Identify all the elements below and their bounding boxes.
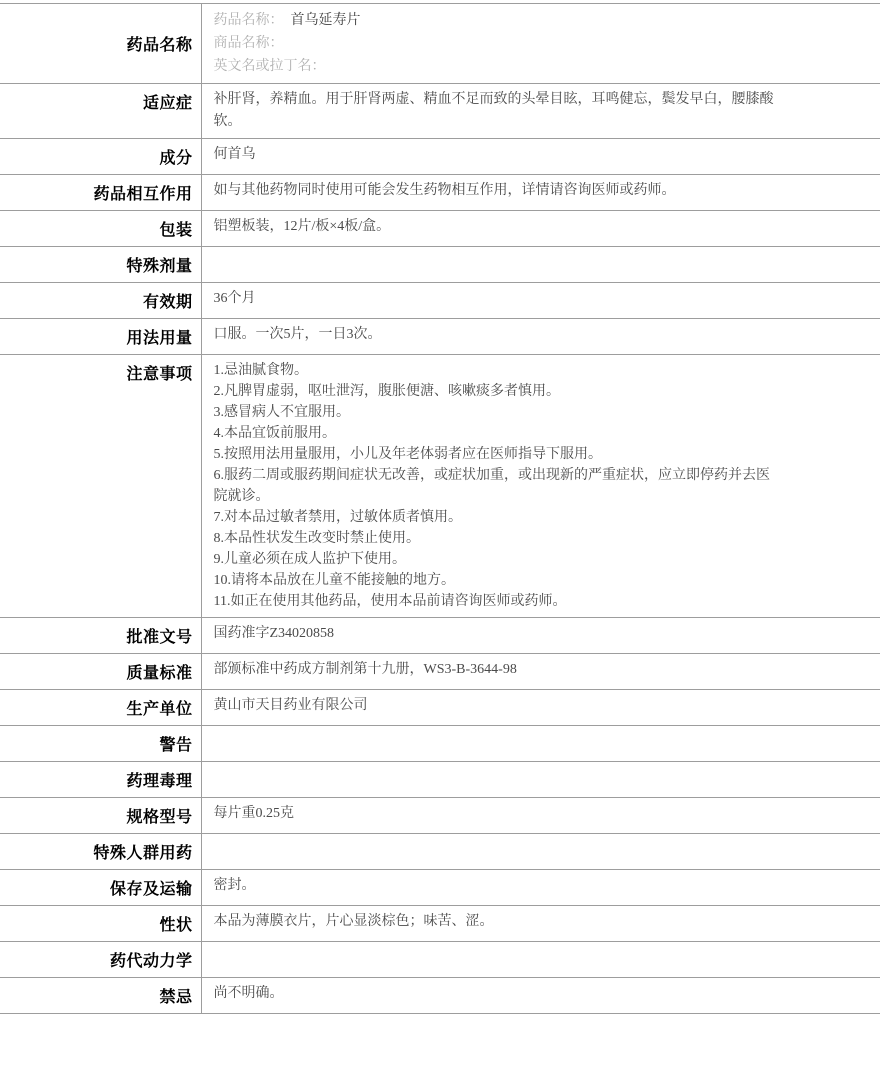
row-value-text bbox=[214, 360, 776, 612]
row-label: 药品相互作用 bbox=[0, 175, 201, 211]
row-label: 药理毒理 bbox=[0, 762, 201, 798]
row-value bbox=[201, 84, 880, 139]
row-value bbox=[201, 4, 880, 84]
notice-line: 6.服药二周或服药期间症状无改善，或症状加重，或出现新的严重症状，应立即停药并去医院就诊。 bbox=[213, 468, 770, 504]
table-row bbox=[0, 355, 880, 618]
table-row bbox=[0, 762, 880, 798]
notice-line: 2.凡脾胃虚弱，呕吐泄泻，腹胀便溏、咳嗽痰多者慎用。 bbox=[213, 384, 560, 399]
trade-name-field bbox=[214, 32, 776, 55]
row-value bbox=[201, 942, 880, 978]
notice-line: 11.如正在使用其他药品，使用本品前请咨询医师或药师。 bbox=[213, 594, 567, 609]
table-row bbox=[0, 139, 880, 175]
row-label: 生产单位 bbox=[0, 690, 201, 726]
notice-line: 8.本品性状发生改变时禁止使用。 bbox=[213, 531, 420, 546]
table-row bbox=[0, 834, 880, 870]
row-value bbox=[201, 175, 880, 211]
row-label: 注意事项 bbox=[0, 355, 201, 618]
row-value-text: 本品为薄膜衣片，片心显淡棕色；味苦、涩。 bbox=[213, 914, 494, 929]
row-label: 药品名称 bbox=[0, 4, 201, 84]
table-row bbox=[0, 690, 880, 726]
row-value-text: 何首乌 bbox=[213, 147, 256, 162]
row-value bbox=[201, 798, 880, 834]
row-label: 规格型号 bbox=[0, 798, 201, 834]
drug-info-table bbox=[0, 3, 880, 1014]
row-label: 适应症 bbox=[0, 84, 201, 139]
table-row bbox=[0, 283, 880, 319]
notice-line: 10.请将本品放在儿童不能接触的地方。 bbox=[213, 573, 455, 588]
notice-line: 4.本品宜饭前服用。 bbox=[213, 426, 336, 441]
row-value-text: 补肝肾，养精血。用于肝肾两虚、精血不足而致的头晕目眩，耳鸣健忘，鬓发早白，腰膝酸软。 bbox=[213, 92, 774, 129]
field-prefix: 药品名称： bbox=[213, 13, 284, 28]
table-row bbox=[0, 175, 880, 211]
row-value bbox=[201, 355, 880, 618]
row-value-text: 铝塑板装，12片/板×4板/盒。 bbox=[213, 219, 391, 234]
row-value-text: 部颁标准中药成方制剂第十九册，WS3-B-3644-98 bbox=[213, 662, 517, 677]
latin-name-field bbox=[214, 55, 776, 78]
row-label: 用法用量 bbox=[0, 319, 201, 355]
table-row bbox=[0, 906, 880, 942]
drug-table-body bbox=[0, 4, 880, 1014]
row-value-text: 口服。一次5片，一日3次。 bbox=[213, 327, 382, 342]
table-row bbox=[0, 798, 880, 834]
row-label: 有效期 bbox=[0, 283, 201, 319]
row-value bbox=[201, 139, 880, 175]
row-label: 特殊剂量 bbox=[0, 247, 201, 283]
row-value bbox=[201, 978, 880, 1014]
row-value bbox=[201, 618, 880, 654]
table-row bbox=[0, 978, 880, 1014]
row-label: 包装 bbox=[0, 211, 201, 247]
row-label: 特殊人群用药 bbox=[0, 834, 201, 870]
row-value-text: 36个月 bbox=[213, 291, 256, 306]
field-prefix: 英文名或拉丁名： bbox=[213, 59, 326, 74]
row-value bbox=[201, 654, 880, 690]
table-row bbox=[0, 870, 880, 906]
table-row-drug-name bbox=[0, 4, 880, 84]
row-label: 质量标准 bbox=[0, 654, 201, 690]
row-value bbox=[201, 906, 880, 942]
row-value bbox=[201, 870, 880, 906]
notice-line: 5.按照用法用量服用，小儿及年老体弱者应在医师指导下服用。 bbox=[213, 447, 602, 462]
row-label: 批准文号 bbox=[0, 618, 201, 654]
row-value bbox=[201, 690, 880, 726]
notice-line: 3.感冒病人不宜服用。 bbox=[213, 405, 350, 420]
row-value-text: 密封。 bbox=[213, 878, 256, 893]
table-row bbox=[0, 654, 880, 690]
field-prefix: 商品名称： bbox=[213, 36, 284, 51]
table-row bbox=[0, 319, 880, 355]
row-value bbox=[201, 762, 880, 798]
notice-line: 1.忌油腻食物。 bbox=[213, 363, 308, 378]
row-label: 禁忌 bbox=[0, 978, 201, 1014]
drug-name-field bbox=[214, 9, 776, 32]
table-row bbox=[0, 247, 880, 283]
row-value-text: 如与其他药物同时使用可能会发生药物相互作用，详情请咨询医师或药师。 bbox=[213, 183, 676, 198]
notice-line: 9.儿童必须在成人监护下使用。 bbox=[213, 552, 406, 567]
table-row bbox=[0, 618, 880, 654]
row-label: 药代动力学 bbox=[0, 942, 201, 978]
row-value-text: 每片重0.25克 bbox=[213, 806, 294, 821]
drug-name-fields bbox=[214, 9, 776, 78]
row-value bbox=[201, 211, 880, 247]
row-value bbox=[201, 319, 880, 355]
table-row bbox=[0, 942, 880, 978]
row-label: 性状 bbox=[0, 906, 201, 942]
notice-line: 7.对本品过敏者禁用，过敏体质者慎用。 bbox=[213, 510, 462, 525]
field-value: 首乌延寿片 bbox=[290, 13, 361, 28]
row-value-text: 黄山市天目药业有限公司 bbox=[213, 698, 368, 713]
row-label: 保存及运输 bbox=[0, 870, 201, 906]
row-value bbox=[201, 834, 880, 870]
row-value-text: 尚不明确。 bbox=[213, 986, 284, 1001]
table-row bbox=[0, 726, 880, 762]
row-value bbox=[201, 726, 880, 762]
table-row bbox=[0, 84, 880, 139]
table-row bbox=[0, 211, 880, 247]
row-value bbox=[201, 247, 880, 283]
row-value-text: 国药准字Z34020858 bbox=[213, 626, 335, 641]
row-value bbox=[201, 283, 880, 319]
row-label: 成分 bbox=[0, 139, 201, 175]
row-label: 警告 bbox=[0, 726, 201, 762]
